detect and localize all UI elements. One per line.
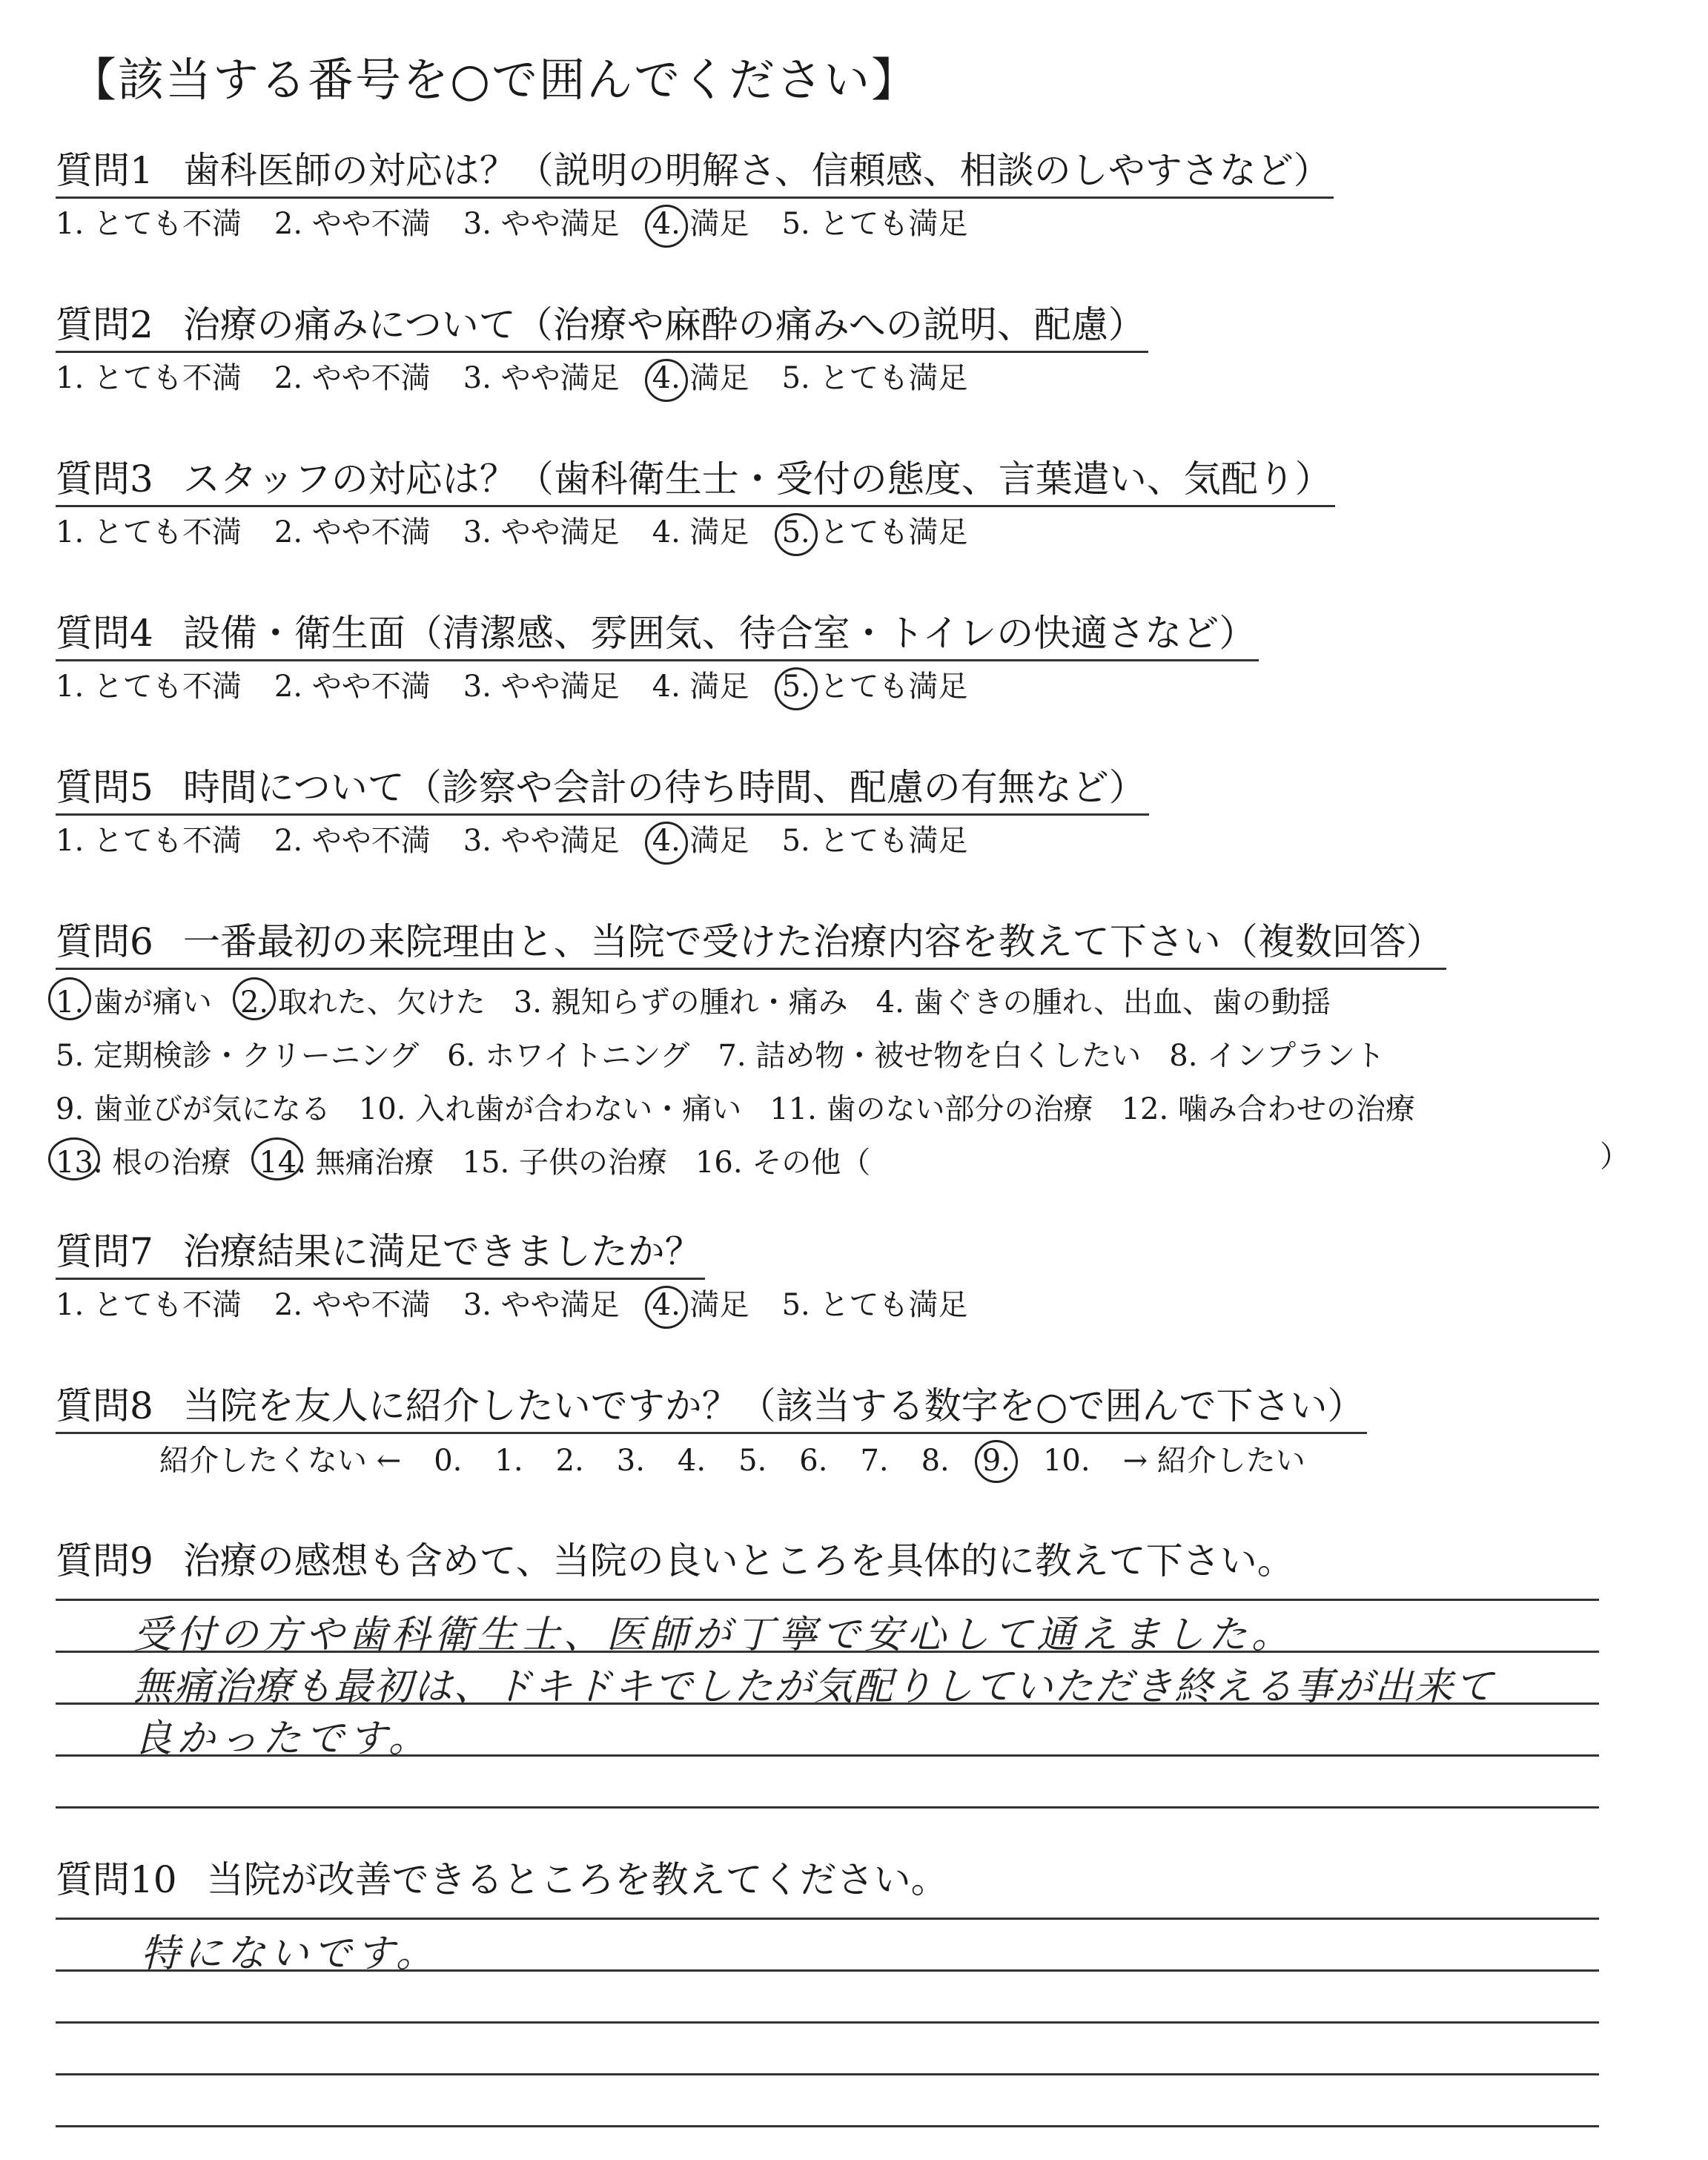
question-1: [56, 145, 1334, 245]
option-1-selected[interactable]: 1. 歯が痛い: [56, 976, 212, 1029]
option-10[interactable]: 10. 入れ歯が合わない・痛い: [358, 1092, 742, 1126]
option-2[interactable]: 2. やや不満: [274, 824, 431, 858]
question-5: [56, 762, 1149, 862]
question-text: 治療の痛みについて（治療や麻酔の痛みへの説明、配慮）: [182, 303, 1145, 346]
option-8[interactable]: 8. インプラント: [1169, 1039, 1386, 1073]
option-7[interactable]: 7. 詰め物・被せ物を白くしたい: [718, 1039, 1142, 1073]
option-5[interactable]: 5. とても満足: [781, 1288, 968, 1322]
option-5-selected[interactable]: 5. とても満足: [782, 512, 968, 553]
answer-options: [56, 512, 1335, 553]
option-5[interactable]: 5. 定期検診・クリーニング: [56, 1039, 420, 1073]
option-2[interactable]: 2. やや不満: [274, 1288, 431, 1322]
option-5-selected[interactable]: 5. とても満足: [782, 666, 968, 707]
option-2[interactable]: 2. やや不満: [274, 670, 431, 704]
scale-value-6[interactable]: 6.: [799, 1444, 828, 1478]
option-5[interactable]: 5. とても満足: [781, 361, 968, 395]
option-1[interactable]: 1. とても不満: [56, 670, 242, 704]
answer-options: [56, 820, 1149, 862]
option-4-selected[interactable]: 4. 満足: [652, 1284, 749, 1326]
scale-value-7[interactable]: 7.: [860, 1444, 889, 1478]
option-2[interactable]: 2. やや不満: [274, 207, 431, 241]
option-14-selected[interactable]: 14. 無痛治療: [259, 1136, 434, 1189]
question-2: [56, 299, 1148, 399]
options-row-3: [56, 1083, 1446, 1136]
question-text: 当院が改善できるところを教えてください。: [206, 1858, 948, 1901]
scale-value-5[interactable]: 5.: [738, 1444, 767, 1478]
question-text: 当院を友人に紹介したいですか？（該当する数字を○で囲んで下さい）: [182, 1384, 1365, 1427]
question-number: 質問7: [56, 1230, 153, 1273]
question-text: 治療結果に満足できましたか？: [182, 1230, 702, 1273]
option-16-other[interactable]: 16. その他（: [695, 1146, 871, 1180]
option-4[interactable]: 4. 満足: [652, 515, 749, 549]
option-11[interactable]: 11. 歯のない部分の治療: [769, 1092, 1093, 1126]
option-3[interactable]: 3. やや満足: [463, 670, 620, 704]
handwritten-answer-line-1: 特にないです。: [141, 1932, 439, 1976]
option-9[interactable]: 9. 歯並びが気になる: [56, 1092, 331, 1126]
option-4[interactable]: 4. 満足: [652, 670, 749, 704]
question-number: 質問1: [56, 149, 153, 192]
option-4-selected[interactable]: 4. 満足: [652, 357, 749, 399]
option-2[interactable]: 2. やや不満: [274, 361, 431, 395]
other-closing-paren: ）: [1600, 1140, 1629, 1174]
answer-line: [56, 1599, 1599, 1601]
answer-line: [56, 2021, 1599, 2024]
options-row-2: [56, 1029, 1446, 1083]
answer-options: [56, 357, 1148, 399]
option-12[interactable]: 12. 噛み合わせの治療: [1121, 1092, 1415, 1126]
option-1[interactable]: 1. とても不満: [56, 361, 242, 395]
scale-value-8[interactable]: 8.: [921, 1444, 950, 1478]
question-number: 質問4: [56, 612, 153, 655]
scale-value-2[interactable]: 2.: [555, 1444, 584, 1478]
option-3[interactable]: 3. やや満足: [463, 515, 620, 549]
question-number: 質問6: [56, 920, 153, 963]
answer-line: [56, 2073, 1599, 2075]
option-1[interactable]: 1. とても不満: [56, 1288, 242, 1322]
question-number: 質問5: [56, 766, 153, 809]
scale-right-label: → 紹介したい: [1122, 1444, 1305, 1478]
question-number: 質問3: [56, 458, 153, 501]
question-text: スタッフの対応は？（歯科衛生士・受付の態度、言葉遣い、気配り）: [182, 458, 1332, 501]
scale-value-4[interactable]: 4.: [677, 1444, 706, 1478]
question-6: [56, 916, 1446, 1189]
scale-value-9-selected[interactable]: 9.: [982, 1439, 1010, 1483]
question-text: 時間について（診察や会計の待ち時間、配慮の有無など）: [182, 766, 1146, 809]
option-2-selected[interactable]: 2. 取れた、欠けた: [240, 976, 486, 1029]
question-7: [56, 1226, 1000, 1326]
option-1[interactable]: 1. とても不満: [56, 515, 242, 549]
answer-options: [56, 203, 1334, 245]
option-3[interactable]: 3. やや満足: [463, 207, 620, 241]
question-number: 質問9: [56, 1539, 153, 1582]
question-text: 設備・衛生面（清潔感、雰囲気、待合室・トイレの快適さなど）: [182, 612, 1257, 655]
scale-value-0[interactable]: 0.: [434, 1444, 463, 1478]
answer-line: [56, 2125, 1599, 2127]
instruction-header: 【該当する番号を○で囲んでください】: [70, 53, 919, 107]
handwritten-answer-line-2: 無痛治療も最初は、ドキドキでしたが気配りしていただき終える事が出来て: [133, 1665, 1495, 1709]
option-13-selected[interactable]: 13. 根の治療: [56, 1136, 231, 1189]
scale-value-10[interactable]: 10.: [1042, 1444, 1090, 1478]
answer-options: [56, 666, 1259, 707]
question-9: [56, 1535, 1294, 1587]
handwritten-answer-line-3: 良かったです。: [133, 1717, 431, 1761]
scale-value-3[interactable]: 3.: [616, 1444, 645, 1478]
answer-options: [56, 1284, 1000, 1326]
scale-value-1[interactable]: 1.: [494, 1444, 523, 1478]
option-3[interactable]: 3. やや満足: [463, 824, 620, 858]
option-4[interactable]: 4. 歯ぐきの腫れ、出血、歯の動揺: [875, 985, 1331, 1020]
answer-options: [56, 976, 1446, 1189]
question-text: 一番最初の来院理由と、当院で受けた治療内容を教えて下さい（複数回答）: [182, 920, 1443, 963]
question-text: 歯科医師の対応は？（説明の明解さ、信頼感、相談のしやすさなど）: [182, 149, 1331, 192]
question-4: [56, 607, 1259, 707]
scale-left-label: 紹介したくない ←: [159, 1444, 402, 1478]
answer-line: [56, 1806, 1599, 1809]
options-row-1: [56, 976, 1446, 1029]
question-text: 治療の感想も含めて、当院の良いところを具体的に教えて下さい。: [182, 1539, 1294, 1582]
option-15[interactable]: 15. 子供の治療: [462, 1146, 667, 1180]
handwritten-answer-line-1: 受付の方や歯科衛生士、医師が丁寧で安心して通えました。: [133, 1613, 1295, 1657]
recommend-scale: [159, 1439, 1367, 1483]
option-4-selected[interactable]: 4. 満足: [652, 203, 749, 245]
answer-line: [56, 1918, 1599, 1920]
question-8: [56, 1380, 1367, 1483]
question-number: 質問10: [56, 1858, 177, 1901]
option-1[interactable]: 1. とても不満: [56, 824, 242, 858]
option-3[interactable]: 3. やや満足: [463, 361, 620, 395]
question-number: 質問8: [56, 1384, 153, 1427]
option-1[interactable]: 1. とても不満: [56, 207, 242, 241]
question-number: 質問2: [56, 303, 153, 346]
question-3: [56, 453, 1335, 553]
option-3[interactable]: 3. やや満足: [463, 1288, 620, 1322]
options-row-4: [56, 1136, 1446, 1189]
option-5[interactable]: 5. とても満足: [781, 207, 968, 241]
option-2[interactable]: 2. やや不満: [274, 515, 431, 549]
question-10: [56, 1854, 948, 1906]
option-6[interactable]: 6. ホワイトニング: [447, 1039, 690, 1073]
option-3[interactable]: 3. 親知らずの腫れ・痛み: [513, 985, 848, 1020]
option-4-selected[interactable]: 4. 満足: [652, 820, 749, 862]
option-5[interactable]: 5. とても満足: [781, 824, 968, 858]
